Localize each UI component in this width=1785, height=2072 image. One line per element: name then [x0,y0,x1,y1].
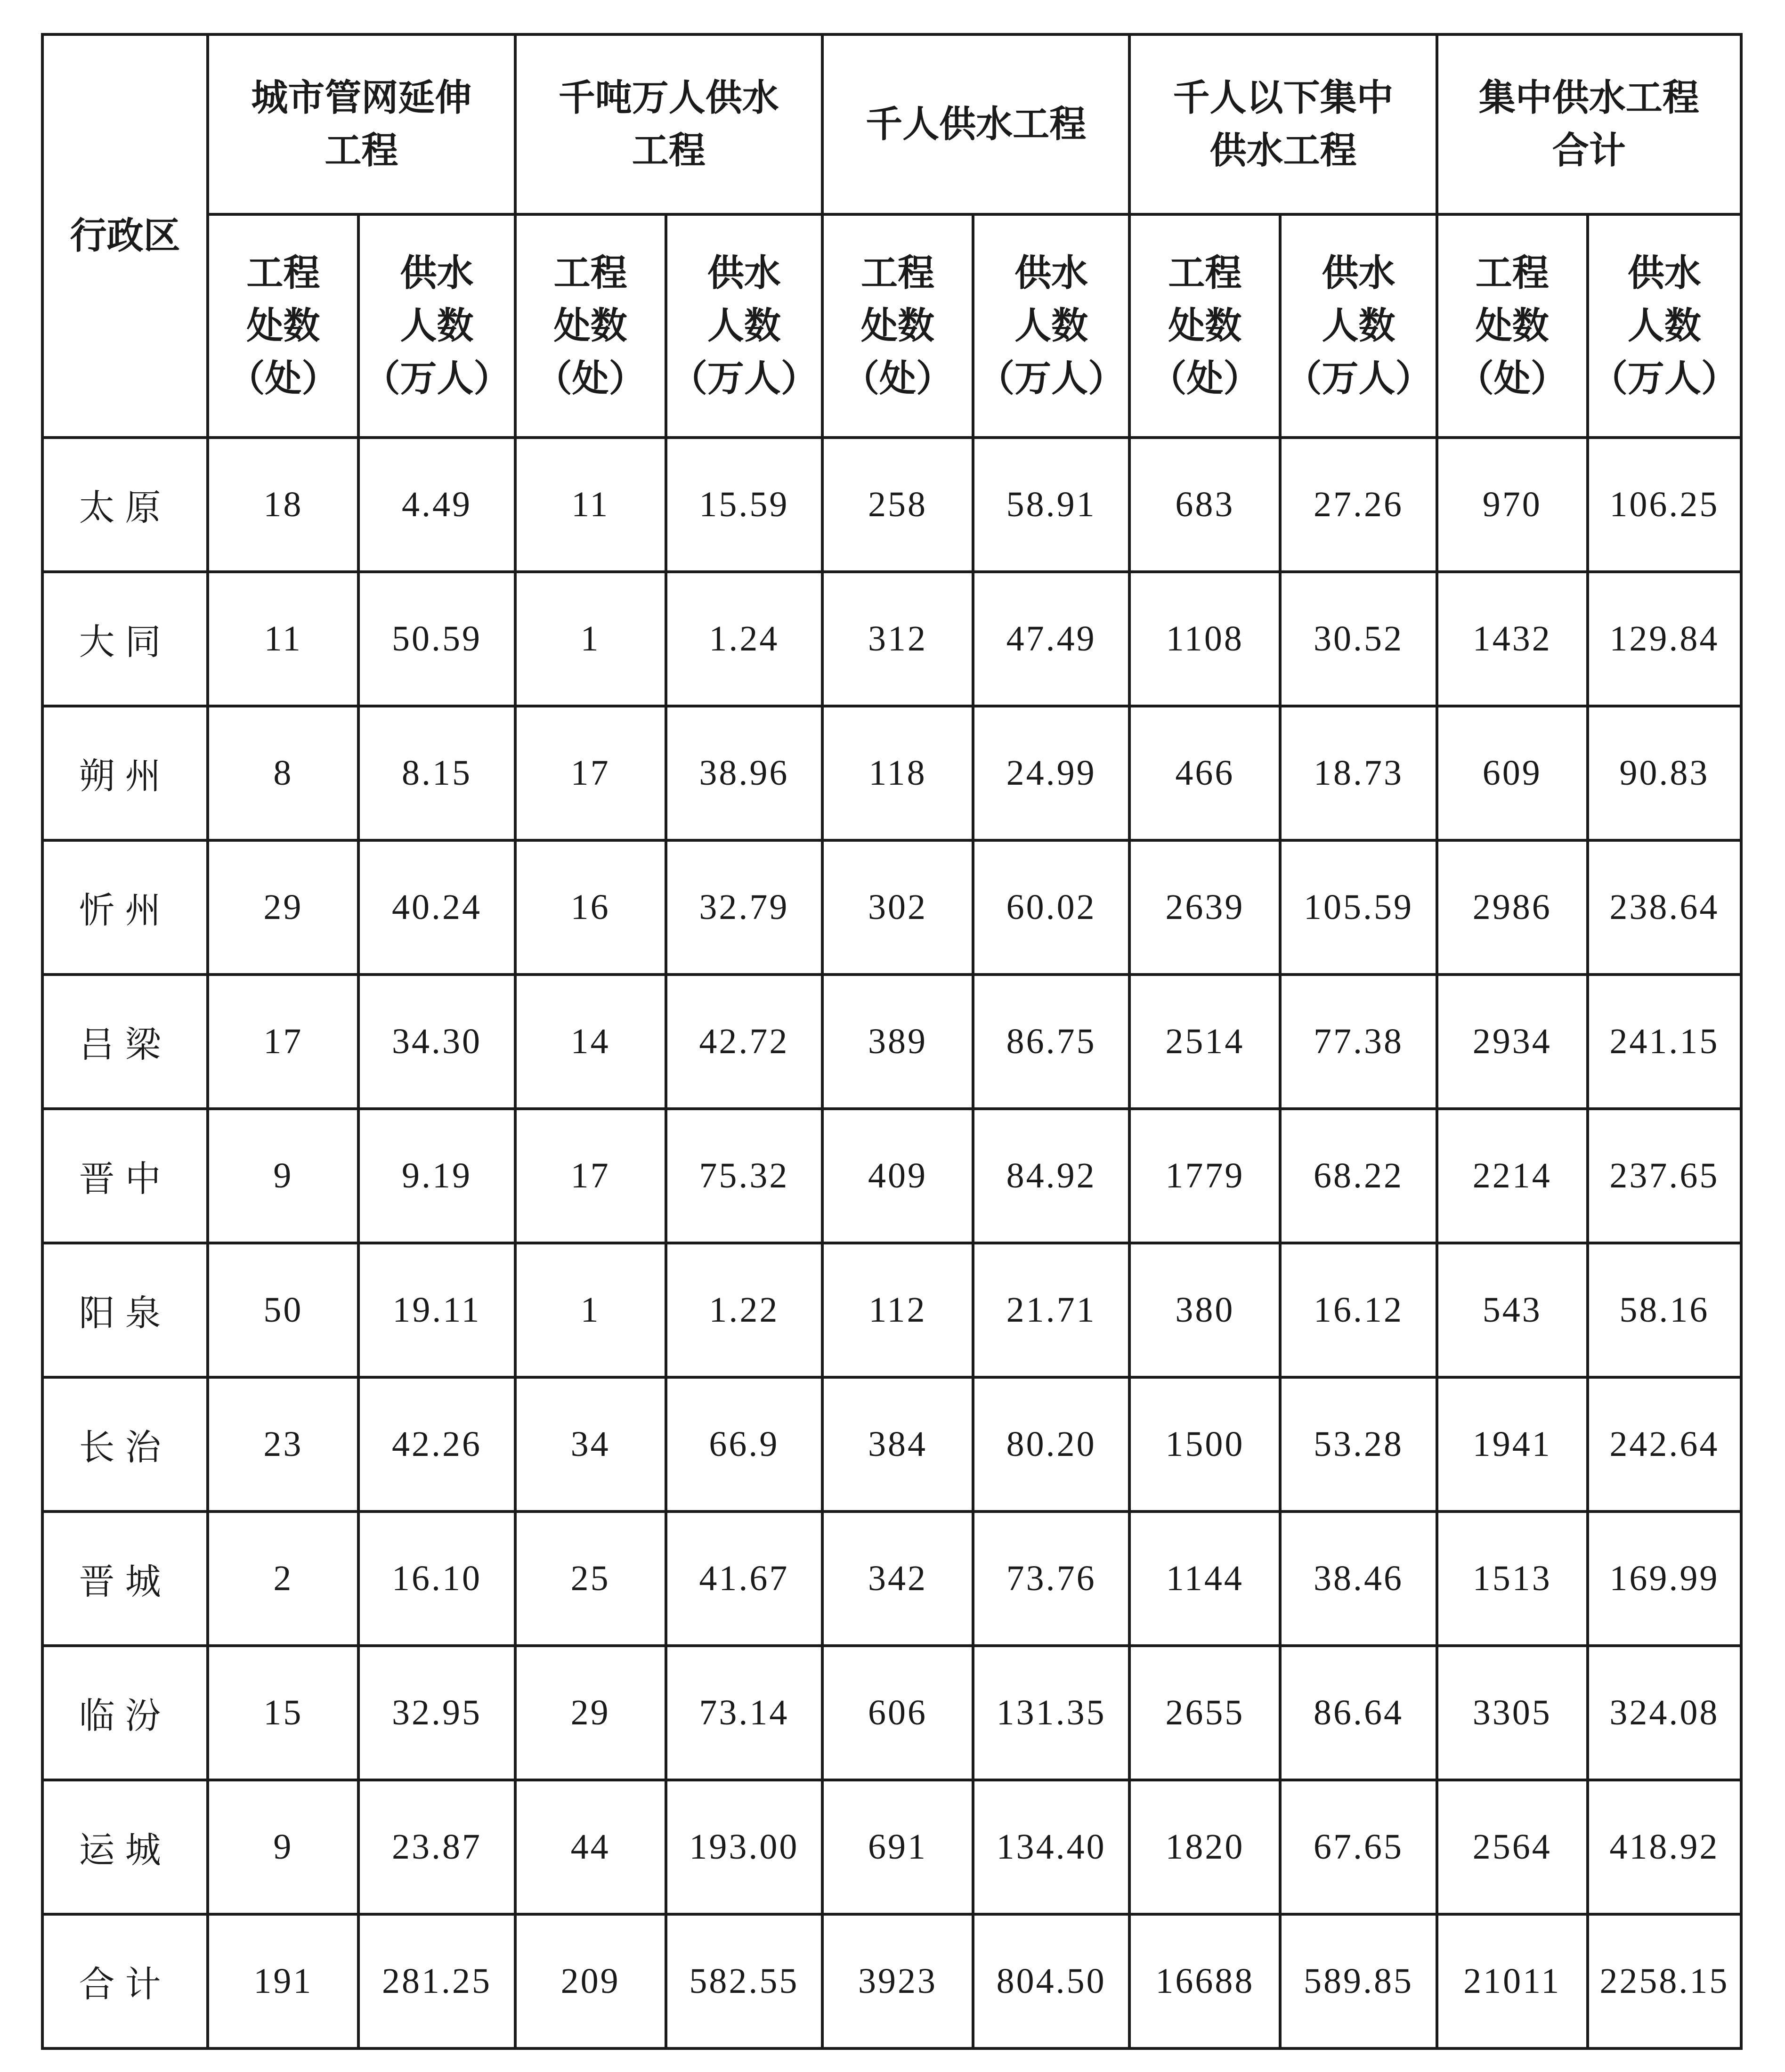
subheader-line: 人数 [707,305,781,347]
project-count-cell: 384 [822,1377,973,1511]
supply-population-cell: 281.25 [358,1914,515,2048]
group-header-line: 千人供水工程 [866,103,1087,146]
region-cell: 忻州 [42,840,208,975]
supply-population-cell: 237.65 [1588,1109,1741,1243]
project-count-cell: 1144 [1129,1511,1280,1646]
subheader-supply-population [1280,214,1436,438]
supply-population-cell: 77.38 [1280,975,1436,1109]
subheader-line: 处数 [246,305,320,347]
supply-population-cell: 15.59 [666,438,822,572]
region-cell: 阳泉 [42,1243,208,1377]
subheader-line: （万人） [978,358,1125,400]
supply-population-cell: 19.11 [358,1243,515,1377]
project-count-cell: 18 [208,438,358,572]
subheader-line: 工程 [553,252,627,294]
supply-population-cell: 2258.15 [1588,1914,1741,2048]
subheader-line: 供水 [1014,252,1088,294]
table-body [42,438,1741,2048]
project-count-cell: 2655 [1129,1646,1280,1780]
project-count-cell: 258 [822,438,973,572]
table-row [42,840,1741,975]
region-header [42,34,208,438]
supply-population-cell: 589.85 [1280,1914,1436,2048]
project-count-cell: 970 [1437,438,1588,572]
project-count-cell: 342 [822,1511,973,1646]
subheader-line: 处数 [1475,305,1549,347]
subheader-line: （处） [535,358,646,400]
project-count-cell: 1 [515,1243,666,1377]
supply-population-cell: 238.64 [1588,840,1741,975]
project-count-cell: 1432 [1437,572,1588,706]
subheader-line: 供水 [707,252,781,294]
supply-population-cell: 50.59 [358,572,515,706]
project-count-cell: 2639 [1129,840,1280,975]
project-count-cell: 2514 [1129,975,1280,1109]
supply-population-cell: 16.10 [358,1511,515,1646]
supply-population-cell: 418.92 [1588,1780,1741,1914]
subheader-line: （处） [1457,358,1567,400]
project-count-cell: 683 [1129,438,1280,572]
region-cell: 运城 [42,1780,208,1914]
project-count-cell: 2214 [1437,1109,1588,1243]
supply-population-cell: 21.71 [973,1243,1129,1377]
supply-population-cell: 1.24 [666,572,822,706]
table-row [42,1914,1741,2048]
region-cell: 临汾 [42,1646,208,1780]
supply-population-cell: 193.00 [666,1780,822,1914]
table-row [42,1511,1741,1646]
project-count-cell: 3923 [822,1914,973,2048]
project-count-cell: 29 [208,840,358,975]
subheader-line: 工程 [1475,252,1549,294]
header-row-groups [42,34,1741,214]
supply-population-cell: 23.87 [358,1780,515,1914]
supply-population-cell: 324.08 [1588,1646,1741,1780]
table-row [42,706,1741,840]
project-count-cell: 25 [515,1511,666,1646]
group-header-line: 工程 [325,130,398,172]
header-row-subcolumns [42,214,1741,438]
supply-population-cell: 47.49 [973,572,1129,706]
supply-population-cell: 30.52 [1280,572,1436,706]
project-count-cell: 1941 [1437,1377,1588,1511]
table-row [42,975,1741,1109]
supply-population-cell: 40.24 [358,840,515,975]
group-header-line: 千人以下集中 [1173,77,1394,119]
supply-population-cell: 129.84 [1588,572,1741,706]
project-count-cell: 1108 [1129,572,1280,706]
group-header-thousand-person [822,34,1129,214]
group-header-pipe-extension [208,34,515,214]
supply-population-cell: 241.15 [1588,975,1741,1109]
group-header-line: 合计 [1552,130,1626,172]
subheader-line: 供水 [400,252,474,294]
region-cell: 大同 [42,572,208,706]
supply-population-cell: 27.26 [1280,438,1436,572]
region-cell: 晋中 [42,1109,208,1243]
project-count-cell: 15 [208,1646,358,1780]
subheader-line: （万人） [363,358,511,400]
region-cell: 长治 [42,1377,208,1511]
subheader-project-count [1437,214,1588,438]
project-count-cell: 9 [208,1780,358,1914]
subheader-line: 处数 [1168,305,1242,347]
table-row [42,1646,1741,1780]
project-count-cell: 191 [208,1914,358,2048]
project-count-cell: 409 [822,1109,973,1243]
supply-population-cell: 804.50 [973,1914,1129,2048]
region-cell: 朔州 [42,706,208,840]
subheader-line: 人数 [1627,305,1701,347]
supply-population-cell: 38.46 [1280,1511,1436,1646]
project-count-cell: 11 [515,438,666,572]
project-count-cell: 16688 [1129,1914,1280,2048]
supply-population-cell: 80.20 [973,1377,1129,1511]
group-header-thousand-ton [515,34,822,214]
supply-population-cell: 169.99 [1588,1511,1741,1646]
supply-population-cell: 90.83 [1588,706,1741,840]
supply-population-cell: 86.64 [1280,1646,1436,1780]
subheader-line: 人数 [400,305,474,347]
subheader-project-count [1129,214,1280,438]
subheader-supply-population [1588,214,1741,438]
project-count-cell: 606 [822,1646,973,1780]
project-count-cell: 2564 [1437,1780,1588,1914]
project-count-cell: 380 [1129,1243,1280,1377]
project-count-cell: 118 [822,706,973,840]
subheader-project-count [208,214,358,438]
subheader-line: （万人） [1590,358,1738,400]
supply-population-cell: 86.75 [973,975,1129,1109]
subheader-line: （万人） [1285,358,1432,400]
supply-population-cell: 582.55 [666,1914,822,2048]
supply-population-cell: 9.19 [358,1109,515,1243]
region-cell: 晋城 [42,1511,208,1646]
project-count-cell: 9 [208,1109,358,1243]
subheader-line: 供水 [1322,252,1396,294]
supply-population-cell: 34.30 [358,975,515,1109]
supply-population-cell: 32.79 [666,840,822,975]
project-count-cell: 302 [822,840,973,975]
supply-population-cell: 4.49 [358,438,515,572]
project-count-cell: 34 [515,1377,666,1511]
project-count-cell: 466 [1129,706,1280,840]
project-count-cell: 1513 [1437,1511,1588,1646]
project-count-cell: 1 [515,572,666,706]
project-count-cell: 21011 [1437,1914,1588,2048]
supply-population-cell: 1.22 [666,1243,822,1377]
group-header-line: 城市管网延伸 [251,77,472,119]
supply-population-cell: 41.67 [666,1511,822,1646]
subheader-line: （处） [843,358,953,400]
supply-population-cell: 53.28 [1280,1377,1436,1511]
project-count-cell: 44 [515,1780,666,1914]
supply-population-cell: 105.59 [1280,840,1436,975]
project-count-cell: 16 [515,840,666,975]
supply-population-cell: 58.91 [973,438,1129,572]
supply-population-cell: 73.14 [666,1646,822,1780]
project-count-cell: 14 [515,975,666,1109]
supply-population-cell: 58.16 [1588,1243,1741,1377]
supply-population-cell: 68.22 [1280,1109,1436,1243]
supply-population-cell: 60.02 [973,840,1129,975]
supply-population-cell: 8.15 [358,706,515,840]
supply-population-cell: 75.32 [666,1109,822,1243]
supply-population-cell: 67.65 [1280,1780,1436,1914]
supply-population-cell: 73.76 [973,1511,1129,1646]
group-header-below-thousand [1129,34,1436,214]
supply-population-cell: 38.96 [666,706,822,840]
project-count-cell: 29 [515,1646,666,1780]
supply-population-cell: 66.9 [666,1377,822,1511]
supply-population-cell: 106.25 [1588,438,1741,572]
project-count-cell: 2986 [1437,840,1588,975]
subheader-line: 处数 [861,305,935,347]
supply-population-cell: 24.99 [973,706,1129,840]
subheader-line: （处） [228,358,339,400]
region-cell: 吕梁 [42,975,208,1109]
project-count-cell: 50 [208,1243,358,1377]
table-row [42,572,1741,706]
project-count-cell: 2 [208,1511,358,1646]
group-header-line: 工程 [632,130,706,172]
subheader-line: 人数 [1014,305,1088,347]
supply-population-cell: 242.64 [1588,1377,1741,1511]
subheader-supply-population [973,214,1129,438]
subheader-project-count [515,214,666,438]
subheader-supply-population [358,214,515,438]
subheader-line: （处） [1150,358,1260,400]
supply-population-cell: 18.73 [1280,706,1436,840]
table-row [42,1243,1741,1377]
subheader-line: （万人） [670,358,818,400]
supply-population-cell: 42.72 [666,975,822,1109]
project-count-cell: 23 [208,1377,358,1511]
project-count-cell: 609 [1437,706,1588,840]
table-row [42,1780,1741,1914]
project-count-cell: 11 [208,572,358,706]
project-count-cell: 691 [822,1780,973,1914]
region-cell: 太原 [42,438,208,572]
supply-population-cell: 134.40 [973,1780,1129,1914]
subheader-line: 供水 [1627,252,1701,294]
project-count-cell: 1779 [1129,1109,1280,1243]
table-row [42,438,1741,572]
project-count-cell: 2934 [1437,975,1588,1109]
subheader-line: 人数 [1322,305,1396,347]
project-count-cell: 112 [822,1243,973,1377]
project-count-cell: 312 [822,572,973,706]
project-count-cell: 17 [208,975,358,1109]
water-supply-table [41,33,1743,2050]
group-header-total [1437,34,1741,214]
region-cell: 合计 [42,1914,208,2048]
subheader-supply-population [666,214,822,438]
project-count-cell: 8 [208,706,358,840]
supply-population-cell: 42.26 [358,1377,515,1511]
group-header-line: 供水工程 [1209,130,1357,172]
project-count-cell: 17 [515,1109,666,1243]
subheader-line: 处数 [553,305,627,347]
project-count-cell: 389 [822,975,973,1109]
project-count-cell: 1500 [1129,1377,1280,1511]
group-header-line: 千吨万人供水 [558,77,779,119]
project-count-cell: 17 [515,706,666,840]
project-count-cell: 1820 [1129,1780,1280,1914]
supply-population-cell: 16.12 [1280,1243,1436,1377]
supply-population-cell: 84.92 [973,1109,1129,1243]
group-header-line: 集中供水工程 [1478,77,1699,119]
region-header-label: 行政区 [70,215,180,257]
project-count-cell: 3305 [1437,1646,1588,1780]
table-row [42,1109,1741,1243]
project-count-cell: 543 [1437,1243,1588,1377]
subheader-line: 工程 [246,252,320,294]
subheader-line: 工程 [861,252,935,294]
subheader-line: 工程 [1168,252,1242,294]
project-count-cell: 209 [515,1914,666,2048]
table-row [42,1377,1741,1511]
supply-population-cell: 131.35 [973,1646,1129,1780]
subheader-project-count [822,214,973,438]
supply-population-cell: 32.95 [358,1646,515,1780]
